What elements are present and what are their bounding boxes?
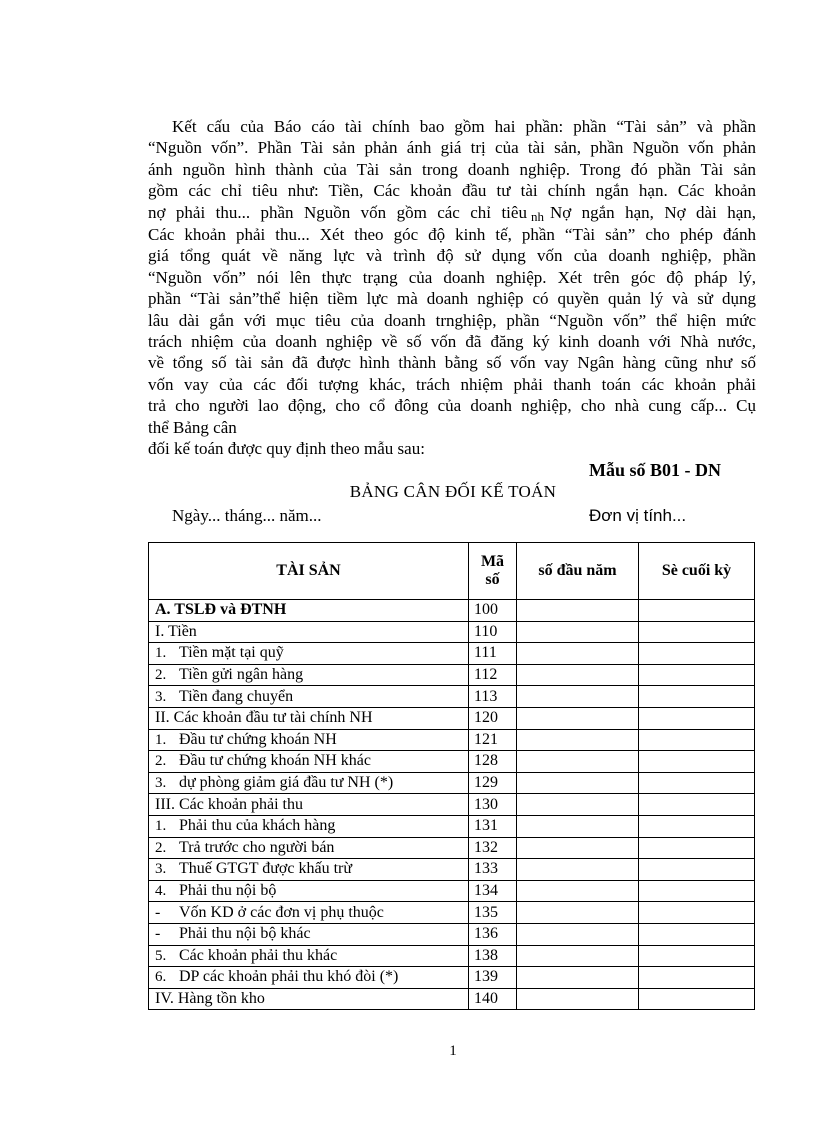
row-code: 135 <box>469 902 517 924</box>
row-code: 121 <box>469 729 517 751</box>
row-start-value <box>517 967 639 989</box>
row-start-value <box>517 643 639 665</box>
row-number: 1. <box>155 818 167 835</box>
row-end-value <box>639 751 755 773</box>
row-label: A. TSLĐ và ĐTNH <box>155 601 287 619</box>
paragraph-line-5-head: nợ phải thu... phần Nguồn vốn gồm các chỉ tiêu <box>148 202 527 222</box>
row-end-value <box>639 643 755 665</box>
row-end-value <box>639 664 755 686</box>
row-start-value <box>517 751 639 773</box>
row-label: Tiền mặt tại quỹ <box>179 644 284 662</box>
row-label-cell <box>149 643 469 665</box>
row-end-value <box>639 967 755 989</box>
date-line: Ngày... tháng... năm... <box>172 506 322 525</box>
row-code: 131 <box>469 815 517 837</box>
row-code: 134 <box>469 880 517 902</box>
table-header-row <box>149 543 755 600</box>
row-end-value <box>639 815 755 837</box>
row-end-value <box>639 794 755 816</box>
paragraph-line: “Nguồn vốn”. Phần Tài sản phản ánh giá trị của tài sản, phần Nguồn vốn phản <box>148 138 756 158</box>
row-label-cell <box>149 880 469 902</box>
table-row <box>149 794 755 816</box>
row-number: 5. <box>155 947 167 964</box>
row-label: II. Các khoản đầu tư tài chính NH <box>155 709 373 727</box>
row-start-value <box>517 923 639 945</box>
row-number: 4. <box>155 883 167 900</box>
form-code: Mẫu số B01 - DN <box>589 460 722 480</box>
row-label: DP các khoản phải thu khó đòi (*) <box>179 968 399 986</box>
paragraph-line: lâu dài gắn với mục tiêu của doanh trnghiệp, phần “Nguồn vốn” thể hiện mức <box>148 310 756 330</box>
row-label-cell <box>149 729 469 751</box>
table-row <box>149 945 755 967</box>
paragraph-line: trách nhiệm của doanh nghiệp về số vốn đã đăng ký kinh doanh với Nhà nước, <box>148 332 756 352</box>
row-label: Đầu tư chứng khoán NH <box>179 730 337 748</box>
row-code: 140 <box>469 988 517 1010</box>
row-start-value <box>517 837 639 859</box>
table-row <box>149 686 755 708</box>
row-label-cell <box>149 923 469 945</box>
form-title: BẢNG CÂN ĐỐI KẾ TOÁN <box>349 482 557 501</box>
row-start-value <box>517 729 639 751</box>
row-code: 130 <box>469 794 517 816</box>
row-start-value <box>517 772 639 794</box>
row-number: 2. <box>155 839 167 856</box>
header-end-period: Sè cuối kỳ <box>639 543 755 600</box>
table-row <box>149 621 755 643</box>
paragraph-line: ánh nguồn hình thành của Tài sản trong doanh nghiệp. Trong đó phần Tài sản <box>148 159 756 179</box>
unit-line: Đơn vị tính... <box>589 506 687 525</box>
row-label-cell <box>149 815 469 837</box>
row-label-cell <box>149 751 469 773</box>
row-code: 139 <box>469 967 517 989</box>
row-label: Thuế GTGT được khấu trừ <box>179 860 353 878</box>
row-number: 1. <box>155 645 167 662</box>
table-row <box>149 988 755 1010</box>
table-row <box>149 837 755 859</box>
paragraph-line: Kết cấu của Báo cáo tài chính bao gồm hai phần: phần “Tài sản” và phần <box>172 117 756 136</box>
paragraph-line: “Nguồn vốn” nói lên thực trạng của doanh nghiệp. Xét trên góc độ pháp lý, <box>148 267 756 287</box>
row-start-value <box>517 880 639 902</box>
row-code: 111 <box>469 643 517 665</box>
row-label: III. Các khoản phải thu <box>155 795 303 813</box>
header-start-year: số đầu năm <box>517 543 639 600</box>
paragraph-line-5-tail: Nợ ngắn hạn, Nợ dài hạn, <box>549 202 756 222</box>
table-row <box>149 902 755 924</box>
table-row <box>149 751 755 773</box>
row-label-cell <box>149 664 469 686</box>
row-code: 133 <box>469 859 517 881</box>
row-label: dự phòng giảm giá đầu tư NH (*) <box>179 774 394 792</box>
table-row <box>149 643 755 665</box>
page-number: 1 <box>449 1043 457 1059</box>
paragraph-line: trả cho người lao động, cho cổ đông của doanh nghiệp, cho nhà cung cấp... Cụ <box>148 396 756 416</box>
row-start-value <box>517 988 639 1010</box>
row-code: 112 <box>469 664 517 686</box>
table-row <box>149 815 755 837</box>
paragraph-line: phần “Tài sản”thể hiện tiềm lực mà doanh nghiệp có quyền quản lý và sử dụng <box>148 289 756 309</box>
row-label-cell <box>149 794 469 816</box>
row-start-value <box>517 664 639 686</box>
row-number: 2. <box>155 753 167 770</box>
row-end-value <box>639 988 755 1010</box>
intro-paragraph <box>148 116 756 438</box>
row-code: 138 <box>469 945 517 967</box>
row-label-cell <box>149 772 469 794</box>
row-end-value <box>639 729 755 751</box>
header-code-line1: Mã <box>480 553 505 570</box>
row-label-cell <box>149 837 469 859</box>
row-label-cell <box>149 621 469 643</box>
row-end-value <box>639 621 755 643</box>
row-number: - <box>155 925 161 943</box>
row-start-value <box>517 707 639 729</box>
table-row <box>149 923 755 945</box>
table-row <box>149 967 755 989</box>
row-end-value <box>639 880 755 902</box>
row-label-cell <box>149 902 469 924</box>
row-label: Trả trước cho người bán <box>179 838 335 856</box>
row-start-value <box>517 859 639 881</box>
row-label-cell <box>149 600 469 622</box>
balance-sheet-table <box>148 542 755 1010</box>
row-start-value <box>517 945 639 967</box>
row-label: Phải thu nội bộ <box>179 882 277 900</box>
row-label-cell <box>149 686 469 708</box>
table-body <box>149 600 755 1010</box>
row-end-value <box>639 902 755 924</box>
paragraph-line: thể Bảng cân <box>148 417 237 437</box>
row-label: Tiền đang chuyển <box>179 687 294 705</box>
row-start-value <box>517 621 639 643</box>
row-label: Phải thu của khách hàng <box>179 817 336 835</box>
row-end-value <box>639 859 755 881</box>
row-label: Phải thu nội bộ khác <box>179 925 311 943</box>
row-code: 132 <box>469 837 517 859</box>
row-code: 100 <box>469 600 517 622</box>
row-end-value <box>639 923 755 945</box>
table-row <box>149 772 755 794</box>
row-start-value <box>517 902 639 924</box>
row-label: IV. Hàng tồn kho <box>155 989 265 1007</box>
paragraph-line: Các khoản phải thu... Xét theo góc độ kinh tế, phần “Tài sản” cho phép đánh <box>148 225 756 245</box>
row-end-value <box>639 772 755 794</box>
table-row <box>149 859 755 881</box>
inline-small-text: nh <box>530 208 544 224</box>
row-end-value <box>639 600 755 622</box>
row-start-value <box>517 794 639 816</box>
row-code: 110 <box>469 621 517 643</box>
row-start-value <box>517 686 639 708</box>
table-row <box>149 729 755 751</box>
row-code: 129 <box>469 772 517 794</box>
row-code: 128 <box>469 751 517 773</box>
row-code: 136 <box>469 923 517 945</box>
row-label: Các khoản phải thu khác <box>179 946 338 964</box>
header-assets: TÀI SẢN <box>149 543 469 600</box>
row-number: 3. <box>155 861 167 878</box>
table-row <box>149 664 755 686</box>
header-code <box>469 543 517 600</box>
paragraph-continuation: đối kế toán được quy định theo mẫu sau: <box>148 439 425 458</box>
table-row <box>149 707 755 729</box>
row-number: 3. <box>155 688 167 705</box>
row-end-value <box>639 686 755 708</box>
row-end-value <box>639 945 755 967</box>
row-label-cell <box>149 945 469 967</box>
row-number: 2. <box>155 667 167 684</box>
paragraph-line: về tổng số tài sản đã được hình thành bằng số vốn vay Ngân hàng cũng như số <box>148 353 756 373</box>
row-code: 120 <box>469 707 517 729</box>
row-number: 1. <box>155 731 167 748</box>
row-label-cell <box>149 988 469 1010</box>
row-label-cell <box>149 859 469 881</box>
paragraph-line: giá tổng quát về năng lực và trình độ sử dụng vốn của doanh nghiệp, phần <box>148 246 756 266</box>
row-label: I. Tiền <box>155 622 197 640</box>
table-row <box>149 880 755 902</box>
paragraph-line: vốn vay của các đối tượng khác, trách nhiệm phải thanh toán các khoản phải <box>148 374 756 394</box>
paragraph-line: gồm các chỉ tiêu như: Tiền, Các khoản đầu tư tài chính ngắn hạn. Các khoản <box>148 181 756 201</box>
row-number: 3. <box>155 775 167 792</box>
row-label: Tiền gửi ngân hàng <box>179 666 304 684</box>
row-start-value <box>517 815 639 837</box>
row-label: Đầu tư chứng khoán NH khác <box>179 752 371 770</box>
row-label: Vốn KD ở các đơn vị phụ thuộc <box>179 903 384 921</box>
row-start-value <box>517 600 639 622</box>
row-code: 113 <box>469 686 517 708</box>
row-label-cell <box>149 707 469 729</box>
table-row <box>149 600 755 622</box>
row-label-cell <box>149 967 469 989</box>
row-number: 6. <box>155 969 167 986</box>
row-end-value <box>639 837 755 859</box>
row-end-value <box>639 707 755 729</box>
row-number: - <box>155 903 161 921</box>
header-code-line2: số <box>485 571 500 588</box>
paragraph-line-5 <box>148 202 756 224</box>
